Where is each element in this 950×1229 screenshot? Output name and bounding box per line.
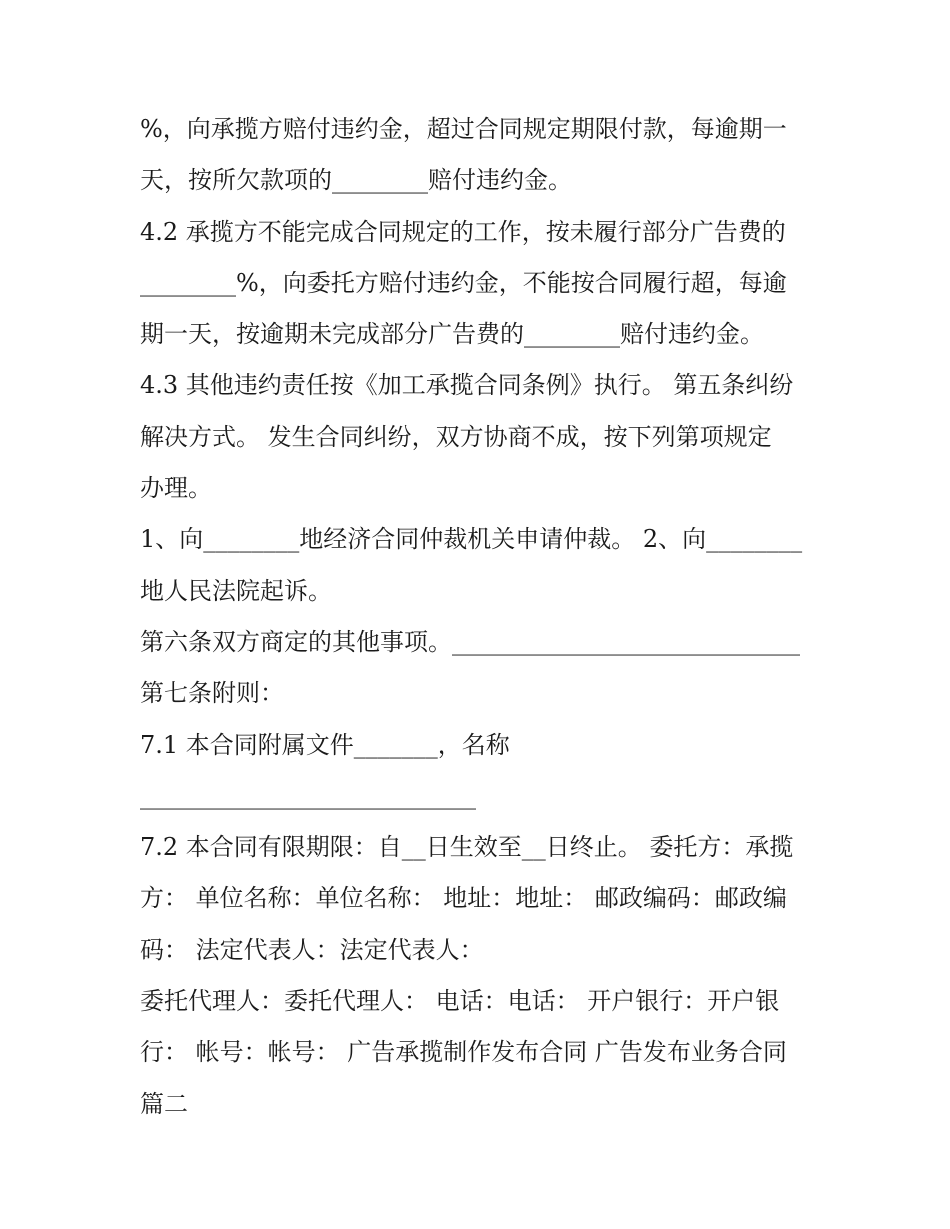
text-line: 7.1 本合同附属文件_______，名称 [140,730,510,759]
text-line: 委托代理人：委托代理人： 电话：电话： 开户银行：开户银 [140,987,780,1016]
text-line: ____________________________ [140,781,476,810]
text-line: 码： 法定代表人：法定代表人： [140,935,484,964]
text-line: 行： 帐号：帐号： 广告承揽制作发布合同 广告发布业务合同 [140,1038,787,1067]
text-line: 地人民法院起诉。 [140,576,332,605]
text-line: 7.2 本合同有限期限：自__日生效至__日终止。 委托方：承揽 [140,833,794,862]
document-body [140,104,810,1130]
text-line: 解决方式。 发生合同纠纷，双方协商不成，按下列第项规定 [140,422,772,451]
text-line: ________%，向委托方赔付违约金，不能按合同履行超，每逾 [140,268,787,297]
text-line: 第六条双方商定的其他事项。_____________________________ [140,627,800,656]
text-line: 篇二 [140,1089,188,1118]
text-line: 1、向________地经济合同仲裁机关申请仲裁。 2、向________ [140,525,803,554]
text-line: 4.3 其他违约责任按《加工承揽合同条例》执行。 第五条纠纷 [140,371,794,400]
text-line: 天，按所欠款项的________赔付违约金。 [140,166,572,195]
text-line: %，向承揽方赔付违约金，超过合同规定期限付款，每逾期一 [140,115,787,143]
text-line: 第七条附则： [140,679,284,708]
text-line: 4.2 承揽方不能完成合同规定的工作，按未履行部分广告费的 [140,217,786,246]
text-line: 方： 单位名称：单位名称： 地址：地址： 邮政编码：邮政编 [140,884,787,913]
text-line: 期一天，按逾期未完成部分广告费的________赔付违约金。 [140,320,764,349]
text-line: 办理。 [140,474,212,503]
